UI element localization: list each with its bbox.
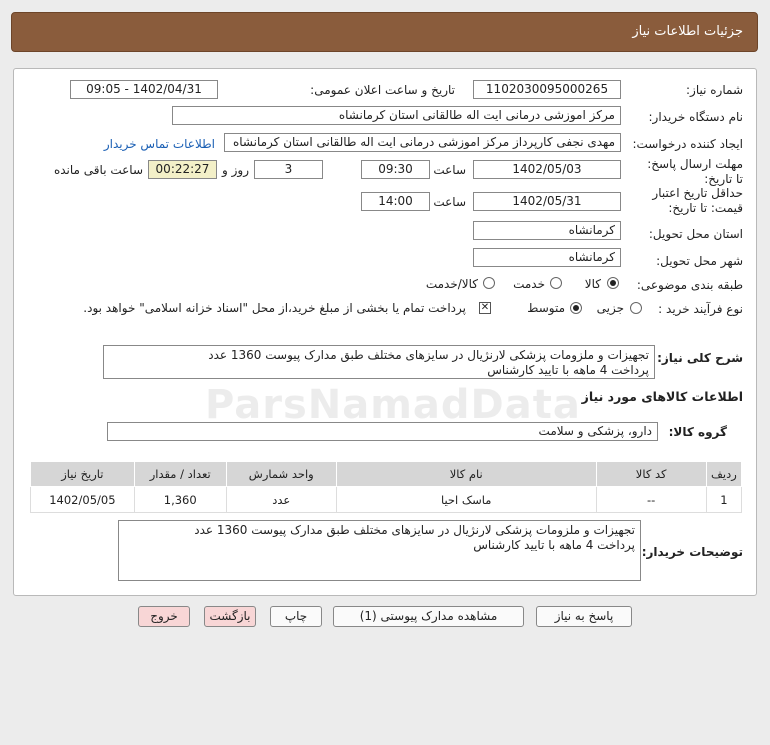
city-field: کرمانشاه	[473, 248, 621, 267]
category-label: طبقه بندی موضوعی:	[636, 278, 743, 292]
description-field	[103, 345, 655, 379]
back-button[interactable]: بازگشت	[204, 606, 256, 627]
buyer-notes-line-1: تجهیزات و ملزومات پزشکی لارنژیال در سایزهای مختلف طبق مدارک پیوست 1360 عدد	[194, 523, 635, 537]
reply-button[interactable]: پاسخ به نیاز	[536, 606, 632, 627]
process-medium-radio[interactable]	[570, 302, 582, 314]
validity-date-field: 1402/05/31	[473, 192, 621, 211]
province-label: استان محل تحویل:	[648, 227, 743, 241]
category-goods-service-radio[interactable]	[483, 277, 495, 289]
goods-table-header	[31, 462, 742, 487]
buyer-notes-line-2: پرداخت 4 ماهه با تایید کارشناس	[473, 538, 635, 552]
cell-code: --	[596, 487, 706, 513]
col-row-header: ردیف	[706, 462, 741, 487]
remaining-time-label: ساعت باقی مانده	[53, 163, 143, 177]
col-name-header: نام کالا	[336, 462, 596, 487]
goods-group-label: گروه کالا:	[668, 425, 727, 439]
requester-field: مهدی نجفی کارپرداز مرکز اموزشی درمانی ایت اله طالقانی استان کرمانشاه	[224, 133, 621, 152]
deadline-time-field: 09:30	[361, 160, 430, 179]
col-date-header: تاریخ نیاز	[31, 462, 135, 487]
cell-name: ماسک احیا	[336, 487, 596, 513]
deadline-date-field: 1402/05/03	[473, 160, 621, 179]
requester-label: ایجاد کننده درخواست:	[632, 137, 743, 151]
cell-unit: عدد	[226, 487, 336, 513]
process-minor-radio[interactable]	[630, 302, 642, 314]
validity-label: حداقل تاریخ اعتبار قیمت: تا تاریخ:	[652, 186, 743, 215]
category-goods-label: کالا	[584, 277, 601, 291]
cell-date: 1402/05/05	[31, 487, 135, 513]
validity-time-label: ساعت	[433, 195, 466, 209]
col-unit-header: واحد شمارش	[226, 462, 336, 487]
category-service-label: خدمت	[513, 277, 545, 291]
cell-qty: 1,360	[134, 487, 226, 513]
cell-row: 1	[706, 487, 741, 513]
description-line-1: تجهیزات و ملزومات پزشکی لارنژیال در سایزهای مختلف طبق مدارک پیوست 1360 عدد	[208, 348, 649, 362]
col-code-header: کد کالا	[596, 462, 706, 487]
buyer-notes-field	[118, 520, 641, 581]
category-service-radio[interactable]	[550, 277, 562, 289]
deadline-time-label: ساعت	[433, 163, 466, 177]
days-field: 3	[254, 160, 323, 179]
treasury-payment-checkbox[interactable]: ✕	[480, 302, 490, 313]
category-goods-radio[interactable]	[607, 277, 619, 289]
remaining-time-field: 00:22:27	[148, 160, 217, 179]
need-number-label: شماره نیاز:	[686, 83, 743, 97]
process-medium-label: متوسط	[527, 301, 565, 315]
days-label: روز و	[222, 163, 249, 177]
buyer-org-field: مرکز اموزشی درمانی ایت اله طالقانی استان کرمانشاه	[172, 106, 621, 125]
validity-time-field: 14:00	[361, 192, 430, 211]
category-goods-service-label: کالا/خدمت	[425, 277, 478, 291]
page-header	[11, 12, 758, 52]
view-attachments-button[interactable]: مشاهده مدارک پیوستی (1)	[333, 606, 524, 627]
buyer-notes-label: توضیحات خریدار:	[641, 545, 743, 559]
province-field: کرمانشاه	[473, 221, 621, 240]
announce-label: تاریخ و ساعت اعلان عمومی:	[310, 83, 455, 97]
process-label: نوع فرآیند خرید :	[658, 302, 743, 316]
announce-field: 1402/04/31 - 09:05	[70, 80, 218, 99]
table-row	[31, 487, 742, 513]
deadline-label: مهلت ارسال پاسخ: تا تاریخ:	[647, 157, 743, 186]
treasury-payment-note: پرداخت تمام یا بخشی از مبلغ خرید،از محل "اسناد خزانه اسلامی" خواهد بود.	[83, 301, 466, 315]
print-button[interactable]: چاپ	[270, 606, 322, 627]
goods-section-title: اطلاعات کالاهای مورد نیاز	[581, 389, 743, 404]
description-label: شرح کلی نیاز:	[657, 351, 743, 365]
col-qty-header: تعداد / مقدار	[134, 462, 226, 487]
city-label: شهر محل تحویل:	[656, 254, 743, 268]
buyer-contact-link[interactable]: اطلاعات تماس خریدار	[103, 137, 215, 151]
exit-button[interactable]: خروج	[138, 606, 190, 627]
page-title: جزئیات اطلاعات نیاز	[632, 24, 743, 39]
process-minor-label: جزیی	[596, 301, 624, 315]
buyer-org-label: نام دستگاه خریدار:	[648, 110, 743, 124]
goods-table	[30, 461, 742, 513]
need-number-field: 1102030095000265	[473, 80, 621, 99]
goods-group-field: دارو، پزشکی و سلامت	[107, 422, 658, 441]
description-line-2: پرداخت 4 ماهه با تایید کارشناس	[487, 363, 649, 377]
